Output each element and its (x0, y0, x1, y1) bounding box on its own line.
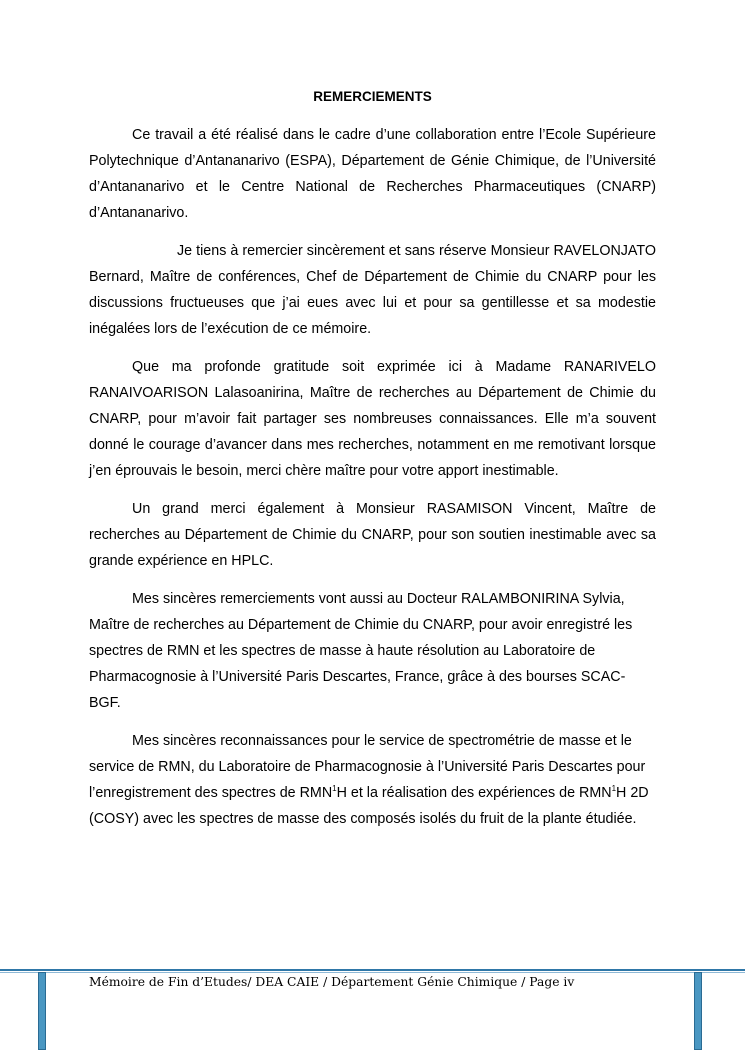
footer-text: Mémoire de Fin d’Etudes/ DEA CAIE / Département Génie Chimique / Page iv (89, 975, 575, 989)
superscript: 1 (332, 784, 337, 793)
footer-rule (0, 969, 745, 971)
paragraph-text: Mes sincères reconnaissances pour le service de spectrométrie de masse et le service de RMN, du Laboratoire de Pharmacognosie à l’Université Paris Descartes pour l’enregistrement des spectres de RMN (89, 733, 646, 801)
paragraph-thanks-ranarivelo: Que ma profonde gratitude soit exprimée ici à Madame RANARIVELO RANAIVOARISON Lalasoanirina, Maître de recherches au Département de Chimie du CNARP, pour m’avoir fait partager ses nombreuses connaissances. Elle m’a souvent donné le courage d’avancer dans mes recherches, notamment en me remotivant lorsque j’en éprouvais le besoin, merci chère maître pour votre apport inestimable. (89, 359, 656, 479)
paragraph-text: H et la réalisation des expériences de RMN (336, 785, 612, 801)
page-title: REMERCIEMENTS (313, 89, 432, 104)
paragraph-thanks-rasamison: Un grand merci également à Monsieur RASAMISON Vincent, Maître de recherches au Département de Chimie du CNARP, pour son soutien inestimable avec sa grande expérience en HPLC. (89, 501, 656, 569)
superscript: 1 (611, 784, 617, 793)
paragraph-thanks-laboratory (89, 728, 656, 832)
paragraph-thanks-ralambonirina: Mes sincères remerciements vont aussi au Docteur RALAMBONIRINA Sylvia, Maître de recherches au Département de Chimie du CNARP, pour avoir enregistré les spectres de RMN et les spectres de masse à haute résolution au Laboratoire de Pharmacognosie à l’Université Paris Descartes, France, grâce à des bourses SCAC-BGF. (89, 591, 633, 711)
footer-right-bar (694, 972, 702, 1050)
footer-left-bar (38, 972, 46, 1050)
paragraph-collaboration: Ce travail a été réalisé dans le cadre d’une collaboration entre l’Ecole Supérieure Polytechnique d’Antananarivo (ESPA), Département de Génie Chimique, de l’Université d’Antananarivo et le Centre National de Recherches Pharmaceutiques (CNARP) d’Antananarivo. (89, 127, 656, 221)
paragraph-thanks-ravelonjato: Je tiens à remercier sincèrement et sans réserve Monsieur RAVELONJATO Bernard, Maître de conférences, Chef de Département de Chimie du CNARP pour les discussions fructueuses que j’ai eues avec lui et pour sa gentillesse et sa modestie inégalées lors de l’exécution de ce mémoire. (89, 243, 656, 337)
footer-rule-secondary (0, 972, 745, 973)
paragraph-text: H 2D (COSY) avec les spectres de masse des composés isolés du fruit de la plante étudiée. (89, 785, 649, 827)
document-body (89, 122, 656, 844)
